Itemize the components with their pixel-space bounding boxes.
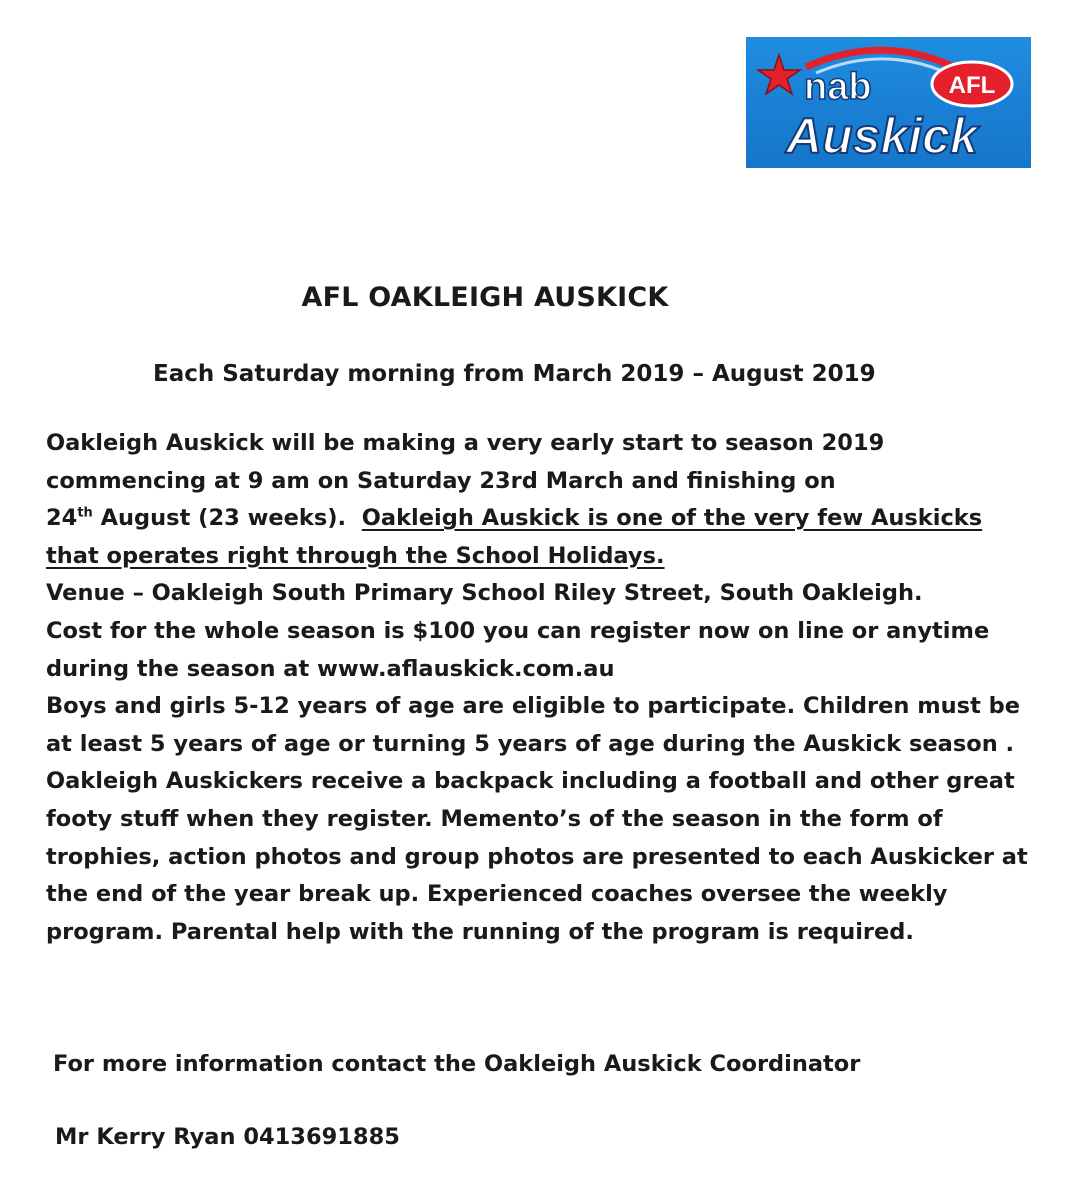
school-holidays-note: Oakleigh Auskick is one of the very few Auskicks	[361, 505, 983, 532]
end-date-day: 24	[46, 505, 78, 532]
paragraph-line: the end of the year break up. Experienced coaches oversee the weekly	[46, 881, 948, 908]
auskick-logo-graphic	[746, 37, 1031, 168]
nab-wordmark: nab	[804, 66, 872, 108]
registration-url-line: during the season at www.aflauskick.com.au	[46, 655, 615, 682]
page-title: AFL OAKLEIGH AUSKICK	[301, 282, 669, 313]
nab-star-icon	[758, 55, 800, 94]
paragraph-line: at least 5 years of age or turning 5 years of age during the Auskick season .	[46, 730, 1015, 757]
paragraph-line	[46, 538, 1056, 576]
school-holidays-note-cont: that operates right through the School Holidays.	[46, 542, 665, 569]
paragraph-line: footy stuff when they register. Memento’s of the season in the form of	[46, 805, 943, 832]
contact-line: For more information contact the Oakleigh Auskick Coordinator	[53, 1051, 861, 1077]
ordinal-suffix: th	[77, 505, 93, 521]
auskick-wordmark: Auskick	[786, 108, 978, 164]
info-paragraph	[46, 425, 1056, 951]
paragraph-line: commencing at 9 am on Saturday 23rd March and finishing on	[46, 467, 836, 494]
paragraph-line: trophies, action photos and group photos are presented to each Auskicker at	[46, 843, 1028, 870]
eligibility-line: Boys and girls 5-12 years of age are eligible to participate. Children must be	[46, 693, 1021, 720]
venue-line: Venue – Oakleigh South Primary School Riley Street, South Oakleigh.	[46, 580, 923, 607]
paragraph-line: program. Parental help with the running of the program is required.	[46, 918, 914, 945]
nab-auskick-logo	[746, 37, 1031, 168]
paragraph-line: Oakleigh Auskickers receive a backpack including a football and other great	[46, 768, 1015, 795]
paragraph-line	[46, 500, 1056, 538]
schedule-subtitle: Each Saturday morning from March 2019 – August 2019	[153, 361, 876, 387]
afl-wordmark: AFL	[948, 72, 996, 99]
cost-line: Cost for the whole season is $100 you can register now on line or anytime	[46, 617, 990, 644]
end-date-text: August (23 weeks).	[92, 505, 362, 532]
paragraph-line: Oakleigh Auskick will be making a very early start to season 2019	[46, 430, 885, 456]
coordinator-contact: Mr Kerry Ryan 0413691885	[55, 1124, 400, 1150]
